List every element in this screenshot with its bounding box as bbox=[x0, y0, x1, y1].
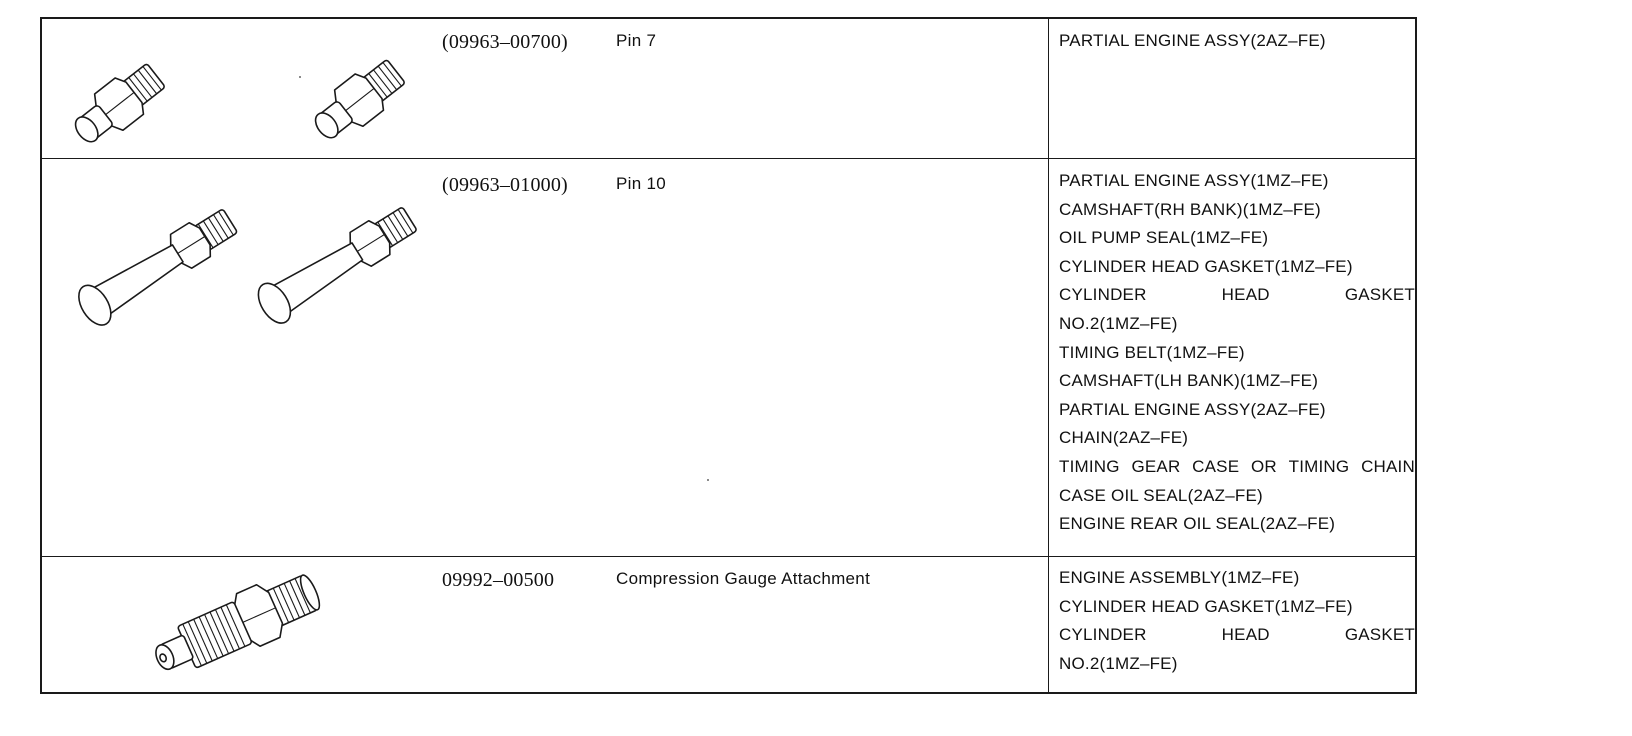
scan-speck bbox=[299, 76, 301, 78]
usage-item: CYLINDER HEAD GASKET NO.2(1MZ–FE) bbox=[1059, 625, 1415, 673]
usage-item: ENGINE ASSEMBLY(1MZ–FE) bbox=[1059, 568, 1300, 587]
part-name: Pin 10 bbox=[616, 174, 667, 193]
usage-item: TIMING BELT(1MZ–FE) bbox=[1059, 342, 1245, 362]
usage-item: CYLINDER HEAD GASKET(1MZ–FE) bbox=[1059, 596, 1353, 616]
table-row bbox=[42, 158, 1415, 556]
column-divider bbox=[1048, 19, 1049, 158]
compression-gauge-attachment-illustration bbox=[42, 557, 437, 692]
part-name: Pin 7 bbox=[616, 31, 657, 50]
usage-item: OIL PUMP SEAL(1MZ–FE) bbox=[1059, 228, 1269, 248]
column-divider bbox=[1048, 159, 1049, 556]
usage-item: PARTIAL ENGINE ASSY(2AZ–FE) bbox=[1059, 31, 1326, 50]
column-divider bbox=[1048, 557, 1049, 692]
part-number: (09963–00700) bbox=[442, 31, 568, 53]
usage-item: CAMSHAFT(RH BANK)(1MZ–FE) bbox=[1059, 199, 1321, 219]
special-service-tools-table bbox=[40, 17, 1417, 694]
usage-item: PARTIAL ENGINE ASSY(2AZ–FE) bbox=[1059, 399, 1326, 419]
usage-item: CYLINDER HEAD GASKET(1MZ–FE) bbox=[1059, 256, 1353, 276]
usage-item: CYLINDER HEAD GASKET NO.2(1MZ–FE) bbox=[1059, 285, 1415, 333]
usage-list bbox=[1059, 564, 1415, 678]
scan-speck bbox=[707, 479, 709, 481]
usage-item: CHAIN(2AZ–FE) bbox=[1059, 428, 1189, 448]
part-number: (09963–01000) bbox=[442, 174, 568, 196]
long-pin-illustration bbox=[42, 159, 437, 556]
usage-list bbox=[1059, 27, 1415, 56]
usage-item: PARTIAL ENGINE ASSY(1MZ–FE) bbox=[1059, 171, 1329, 190]
part-name: Compression Gauge Attachment bbox=[616, 569, 871, 588]
table-row bbox=[42, 19, 1415, 158]
usage-item: CAMSHAFT(LH BANK)(1MZ–FE) bbox=[1059, 371, 1319, 391]
short-pin-illustration bbox=[42, 19, 437, 158]
usage-item: ENGINE REAR OIL SEAL(2AZ–FE) bbox=[1059, 514, 1336, 534]
part-number: 09992–00500 bbox=[442, 569, 555, 591]
usage-list bbox=[1059, 167, 1415, 539]
usage-item: TIMING GEAR CASE OR TIMING CHAIN CASE OIL SEAL(2AZ–FE) bbox=[1059, 456, 1415, 505]
table-row bbox=[42, 556, 1415, 692]
